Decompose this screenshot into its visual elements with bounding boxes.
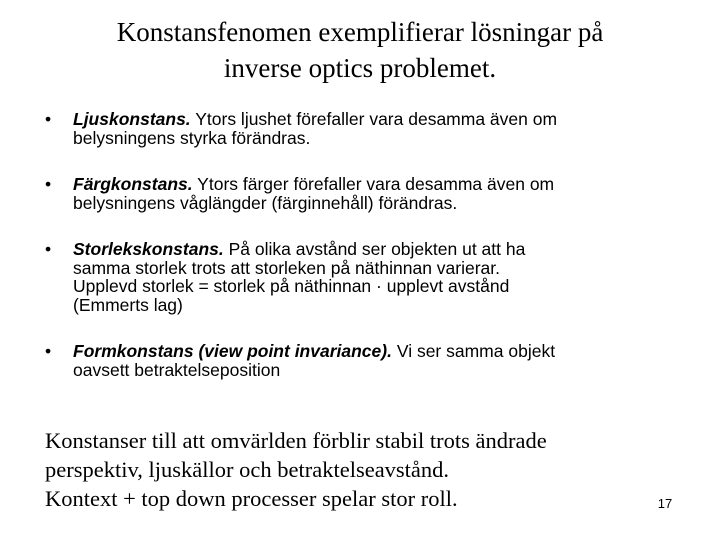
slide-title-line-2: inverse optics problemet.: [223, 53, 497, 83]
conclusion-line-1: Konstanser till att omvärlden förblir stabil trots ändrade: [45, 428, 547, 453]
bullet-term: Ljuskonstans.: [73, 109, 191, 129]
conclusion-line-3: Kontext + top down processer spelar stor roll.: [45, 486, 458, 511]
slide-title-line-1: Konstansfenomen exemplifierar lösningar på: [116, 17, 604, 47]
conclusion-text: [45, 426, 645, 513]
conclusion-line-2: perspektiv, ljuskällor och betraktelseavstånd.: [45, 457, 450, 482]
bullet-item-ljuskonstans: [45, 110, 665, 147]
bullet-text: belysningens våglängder (färginnehåll) förändras.: [73, 192, 458, 213]
bullet-text: samma storlek trots att storleken på näthinnan varierar.: [73, 257, 501, 278]
slide-title: [60, 14, 660, 86]
bullet-term: Formkonstans (view point invariance).: [73, 341, 392, 361]
bullet-text: Ytors färger förefaller vara desamma även om: [197, 174, 555, 194]
bullet-dot-icon: •: [45, 239, 52, 259]
bullet-line: [73, 342, 665, 361]
bullet-text: Upplevd storlek = storlek på näthinnan · upplevt avstånd: [73, 276, 510, 296]
bullet-line: [73, 110, 665, 129]
slide-number: 17: [657, 496, 673, 511]
bullet-term: Färgkonstans.: [73, 174, 193, 194]
bullet-item-fargkonstans: [45, 175, 665, 212]
bullet-item-formkonstans: [45, 342, 665, 379]
bullet-text: Vi ser samma objekt: [396, 341, 556, 361]
bullet-dot-icon: •: [45, 109, 52, 129]
bullet-text: På olika avstånd ser objekten ut att ha: [228, 239, 526, 259]
bullet-dot-icon: •: [45, 341, 52, 361]
bullet-list: [45, 110, 665, 379]
bullet-item-storlekskonstans: [45, 240, 665, 314]
bullet-text: belysningens styrka förändras.: [73, 127, 311, 148]
bullet-line: [73, 240, 665, 259]
bullet-dot-icon: •: [45, 174, 52, 194]
bullet-text: oavsett betraktelseposition: [73, 359, 281, 380]
bullet-line: [73, 175, 665, 194]
bullet-text: (Emmerts lag): [73, 294, 183, 315]
bullet-term: Storlekskonstans.: [73, 239, 224, 259]
bullet-text: Ytors ljushet förefaller vara desamma även om: [195, 109, 558, 129]
